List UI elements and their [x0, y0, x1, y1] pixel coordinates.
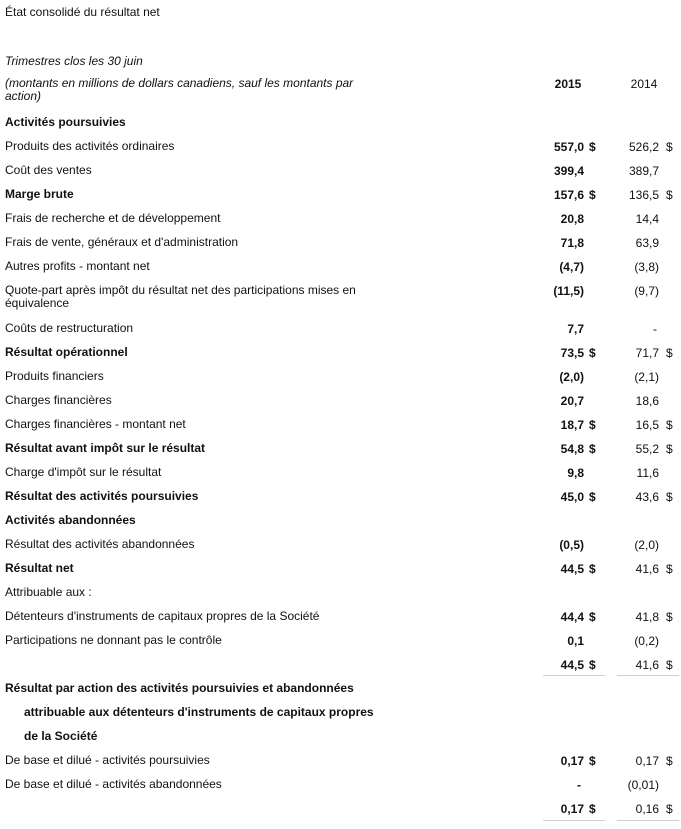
- table-row: [0, 562, 681, 582]
- row-label: Frais de recherche et de développement: [5, 211, 221, 225]
- total-underline-2014: [617, 675, 679, 676]
- row-label: Activités abandonnées: [5, 513, 136, 527]
- value-2014: 389,7: [628, 164, 659, 178]
- row-label: Charges financières - montant net: [5, 417, 186, 431]
- value-2014: 526,2: [628, 140, 659, 154]
- row-label: Produits des activités ordinaires: [5, 139, 175, 153]
- value-2014: 55,2: [635, 442, 659, 456]
- value-2015: 7,7: [567, 322, 584, 336]
- value-2014: 16,5: [635, 418, 659, 432]
- value-2015: 157,6: [553, 188, 584, 202]
- row-label: Activités poursuivies: [5, 115, 126, 129]
- row-label: Résultat net: [5, 561, 74, 575]
- currency-2014: $: [666, 562, 673, 576]
- row-label: Participations ne donnant pas le contrôle: [5, 633, 222, 647]
- table-row: [0, 514, 681, 534]
- value-2015: 71,8: [560, 236, 584, 250]
- currency-2015: $: [589, 188, 596, 202]
- currency-2015: $: [589, 346, 596, 360]
- statement-title: État consolidé du résultat net: [5, 5, 160, 19]
- value-2015: 44,5: [560, 658, 584, 672]
- table-row: [0, 236, 681, 256]
- value-2014: (0,2): [634, 634, 659, 648]
- row-label: Résultat par action des activités poursuivies et abandonnées: [5, 681, 354, 695]
- row-label: Frais de vente, généraux et d'administration: [5, 235, 239, 249]
- currency-2015: $: [589, 490, 596, 504]
- value-2015: (0,5): [559, 538, 584, 552]
- row-label: Marge brute: [5, 187, 74, 201]
- value-2015: 9,8: [567, 466, 584, 480]
- table-row: [0, 116, 681, 136]
- row-label: Détenteurs d'instruments de capitaux propres de la Société: [5, 609, 320, 623]
- table-row: [0, 706, 681, 726]
- value-2015: 0,1: [567, 634, 584, 648]
- table-row: [0, 538, 681, 558]
- row-label: Charge d'impôt sur le résultat: [5, 465, 162, 479]
- value-2014: 63,9: [635, 236, 659, 250]
- value-2014: 0,16: [635, 802, 659, 816]
- value-2015: (11,5): [553, 284, 584, 298]
- value-2014: (9,7): [634, 284, 659, 298]
- currency-2015: $: [589, 562, 596, 576]
- currency-2014: $: [666, 418, 673, 432]
- value-2014: 41,6: [635, 658, 659, 672]
- table-row: [0, 610, 681, 630]
- value-2015: (2,0): [559, 370, 584, 384]
- currency-2014: $: [666, 658, 673, 672]
- value-2015: 20,7: [560, 394, 584, 408]
- value-2015: 44,5: [560, 562, 584, 576]
- table-row: [0, 418, 681, 438]
- table-row: [0, 490, 681, 510]
- row-label: Coût des ventes: [5, 163, 92, 177]
- row-label: Coûts de restructuration: [5, 321, 134, 335]
- currency-2014: $: [666, 140, 673, 154]
- currency-2014: $: [666, 610, 673, 624]
- row-label: Charges financières: [5, 393, 112, 407]
- value-2014: 14,4: [635, 212, 659, 226]
- value-2014: 0,17: [635, 754, 659, 768]
- currency-2014: $: [666, 442, 673, 456]
- column-header-2014: 2014: [630, 77, 658, 91]
- row-label: Résultat avant impôt sur le résultat: [5, 441, 206, 455]
- value-2015: 0,17: [560, 802, 584, 816]
- row-label: Autres profits - montant net: [5, 259, 150, 273]
- row-label: Résultat des activités abandonnées: [5, 537, 195, 551]
- value-2015: 73,5: [560, 346, 584, 360]
- value-2015: -: [577, 778, 581, 792]
- value-2015: 18,7: [560, 418, 584, 432]
- table-row: [0, 466, 681, 486]
- value-2014: 41,6: [635, 562, 659, 576]
- value-2014: (2,0): [634, 538, 659, 552]
- currency-2015: $: [589, 140, 596, 154]
- table-row: [0, 212, 681, 232]
- row-label: Produits financiers: [5, 369, 104, 383]
- currency-2015: $: [589, 658, 596, 672]
- table-row: [0, 140, 681, 160]
- value-2014: (0,01): [627, 778, 659, 792]
- currency-2014: $: [666, 188, 673, 202]
- currency-2014: $: [666, 754, 673, 768]
- total-underline-2015: [543, 675, 605, 676]
- row-label: Résultat opérationnel: [5, 345, 128, 359]
- row-label: de la Société: [24, 729, 98, 743]
- row-label: attribuable aux détenteurs d'instruments de capitaux propres: [24, 705, 374, 719]
- total-underline-2014: [617, 820, 679, 821]
- row-label: Attribuable aux :: [5, 585, 92, 599]
- value-2015: 399,4: [553, 164, 584, 178]
- table-row: [0, 394, 681, 414]
- table-row: [0, 754, 681, 774]
- table-row: [0, 260, 681, 280]
- value-2015: 0,17: [560, 754, 584, 768]
- table-row: [0, 284, 681, 316]
- value-2014: 11,6: [636, 466, 659, 480]
- currency-2015: $: [589, 802, 596, 816]
- table-row: [0, 346, 681, 366]
- period-caption: Trimestres clos les 30 juin: [5, 54, 143, 68]
- value-2015: 557,0: [553, 140, 584, 154]
- currency-2014: $: [666, 346, 673, 360]
- value-2014: 43,6: [635, 490, 659, 504]
- row-label: De base et dilué - activités abandonnées: [5, 777, 222, 791]
- currency-2015: $: [589, 754, 596, 768]
- value-2014: 18,6: [635, 394, 659, 408]
- table-row: [0, 778, 681, 798]
- table-row: [0, 730, 681, 750]
- value-2014: (2,1): [634, 370, 659, 384]
- total-underline-2015: [543, 820, 605, 821]
- table-row: [0, 322, 681, 342]
- table-row: [0, 802, 681, 822]
- table-row: [0, 442, 681, 462]
- table-row: [0, 164, 681, 184]
- currency-2015: $: [589, 610, 596, 624]
- value-2014: 41,8: [635, 610, 659, 624]
- value-2015: 44,4: [560, 610, 584, 624]
- row-label: De base et dilué - activités poursuivies: [5, 753, 210, 767]
- column-header-2015: 2015: [554, 77, 582, 91]
- table-row: [0, 634, 681, 654]
- currency-2014: $: [666, 490, 673, 504]
- value-2014: 136,5: [628, 188, 659, 202]
- currency-2015: $: [589, 418, 596, 432]
- value-2015: 54,8: [560, 442, 584, 456]
- table-row: [0, 188, 681, 208]
- value-2015: 20,8: [560, 212, 584, 226]
- row-label: Résultat des activités poursuivies: [5, 489, 199, 503]
- table-row: [0, 586, 681, 606]
- currency-2014: $: [666, 802, 673, 816]
- value-2015: 45,0: [560, 490, 584, 504]
- currency-2015: $: [589, 442, 596, 456]
- table-row: [0, 682, 681, 702]
- value-2014: (3,8): [634, 260, 659, 274]
- value-2014: 71,7: [635, 346, 659, 360]
- row-label: Quote-part après impôt du résultat net des participations mises en équivalence: [5, 283, 356, 310]
- units-note: (montants en millions de dollars canadiens, sauf les montants par action): [5, 76, 354, 103]
- value-2015: (4,7): [559, 260, 584, 274]
- table-row: [0, 370, 681, 390]
- value-2014: -: [653, 322, 657, 336]
